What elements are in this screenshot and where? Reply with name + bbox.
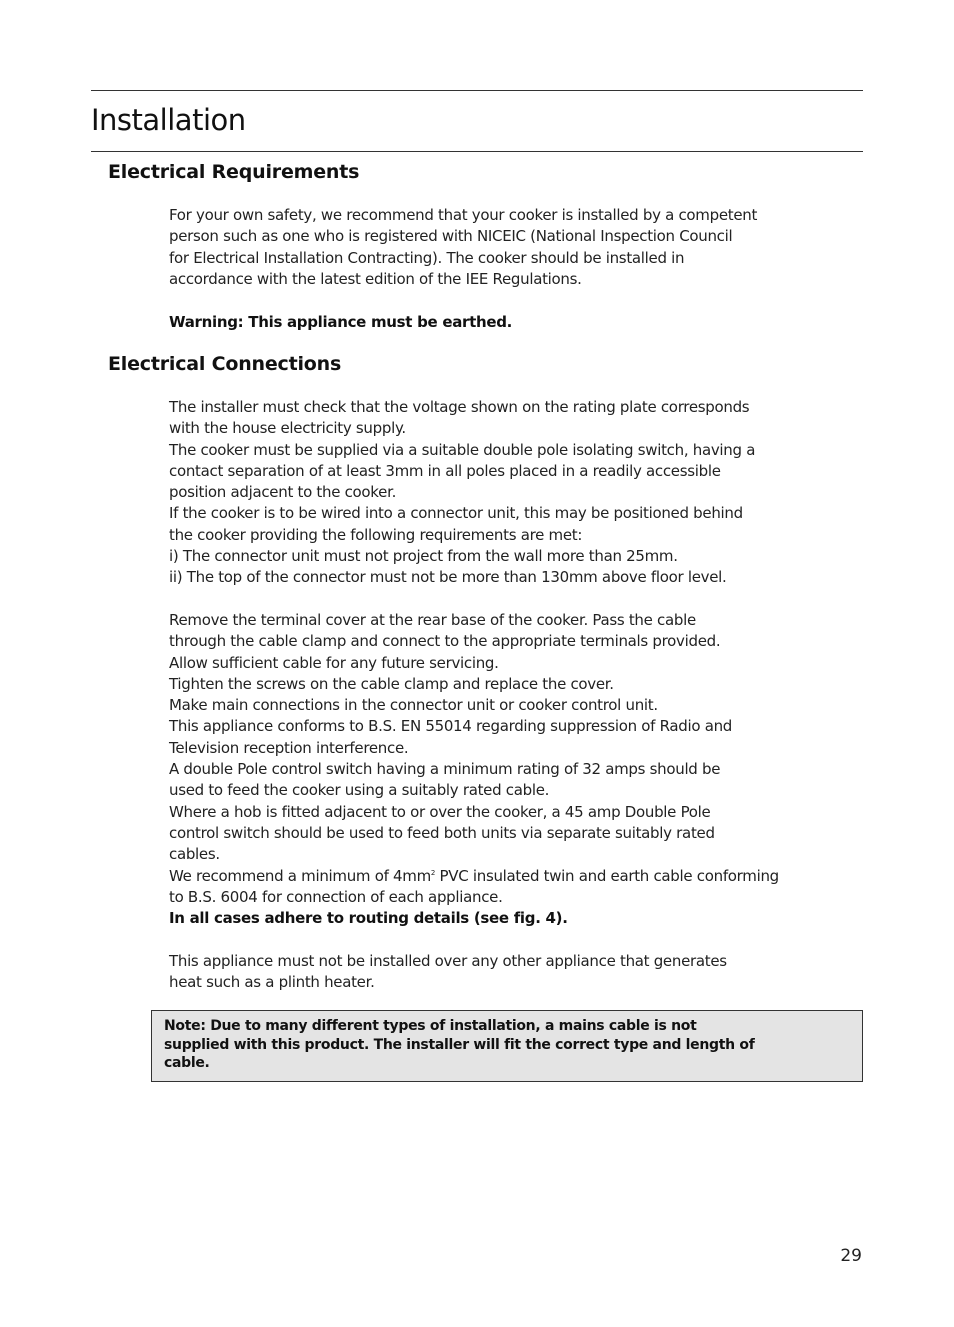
paragraph-gap xyxy=(169,929,865,950)
text-line: Allow sufficient cable for any future servicing. xyxy=(169,653,499,672)
cable-spec-text-before: We recommend a minimum of 4mm xyxy=(169,866,431,885)
cable-spec-line xyxy=(169,866,865,887)
text-line: i) The connector unit must not project from the wall more than 25mm. xyxy=(169,547,678,566)
title-divider xyxy=(91,151,863,152)
text-line: accordance with the latest edition of the IEE Regulations. xyxy=(169,269,582,288)
paragraph-gap xyxy=(169,589,865,610)
text-line: Where a hob is fitted adjacent to or over the cooker, a 45 amp Double Pole xyxy=(169,802,711,821)
squared-superscript: 2 xyxy=(430,868,436,877)
note-line: supplied with this product. The installer will fit the correct type and length of xyxy=(164,1036,755,1053)
text-line: with the house electricity supply. xyxy=(169,419,406,438)
text-line: This appliance conforms to B.S. EN 55014 regarding suppression of Radio and xyxy=(169,717,733,736)
text-line: Remove the terminal cover at the rear base of the cooker. Pass the cable xyxy=(169,610,696,629)
mains-cable-note-box xyxy=(151,1010,863,1082)
page-title: Installation xyxy=(91,103,246,137)
text-line: used to feed the cooker using a suitably rated cable. xyxy=(169,781,550,800)
note-line: Note: Due to many different types of installation, a mains cable is not xyxy=(164,1018,697,1034)
text-line: Television reception interference. xyxy=(169,738,409,757)
text-line: heat such as a plinth heater. xyxy=(169,973,375,992)
cable-spec-text-after: PVC insulated twin and earth cable conforming xyxy=(435,866,779,885)
page-number: 29 xyxy=(840,1246,862,1266)
top-divider xyxy=(91,90,863,91)
earthing-warning-block xyxy=(169,312,865,333)
text-line: If the cooker is to be wired into a connector unit, this may be positioned behind xyxy=(169,504,743,523)
text-line: to B.S. 6004 for connection of each appliance. xyxy=(169,887,503,906)
section-heading-electrical-connections: Electrical Connections xyxy=(108,353,342,375)
electrical-requirements-paragraph xyxy=(169,205,865,290)
note-line: cable. xyxy=(164,1055,210,1071)
text-line: For your own safety, we recommend that your cooker is installed by a competent xyxy=(169,206,758,224)
text-line: the cooker providing the following requirements are met: xyxy=(169,525,583,544)
routing-note: In all cases adhere to routing details (see fig. 4). xyxy=(169,909,568,928)
text-line: position adjacent to the cooker. xyxy=(169,483,397,502)
mains-cable-note xyxy=(164,1017,755,1073)
text-line: through the cable clamp and connect to the appropriate terminals provided. xyxy=(169,632,721,651)
section-heading-electrical-requirements: Electrical Requirements xyxy=(108,161,360,183)
text-line: Make main connections in the connector unit or cooker control unit. xyxy=(169,696,658,715)
text-line: cables. xyxy=(169,845,220,864)
text-line: contact separation of at least 3mm in all poles placed in a readily accessible xyxy=(169,461,721,480)
electrical-connections-text xyxy=(169,397,865,993)
text-line: person such as one who is registered with NICEIC (National Inspection Council xyxy=(169,227,733,246)
earthing-warning: Warning: This appliance must be earthed. xyxy=(169,313,513,331)
text-line: This appliance must not be installed over any other appliance that generates xyxy=(169,951,727,970)
text-line: ii) The top of the connector must not be more than 130mm above floor level. xyxy=(169,568,727,587)
text-line: Tighten the screws on the cable clamp and replace the cover. xyxy=(169,674,614,693)
text-line: control switch should be used to feed both units via separate suitably rated xyxy=(169,823,715,842)
text-line: for Electrical Installation Contracting). The cooker should be installed in xyxy=(169,248,685,267)
text-line: The cooker must be supplied via a suitable double pole isolating switch, having a xyxy=(169,440,756,459)
text-line: A double Pole control switch having a minimum rating of 32 amps should be xyxy=(169,760,721,779)
text-line: The installer must check that the voltage shown on the rating plate corresponds xyxy=(169,398,750,416)
